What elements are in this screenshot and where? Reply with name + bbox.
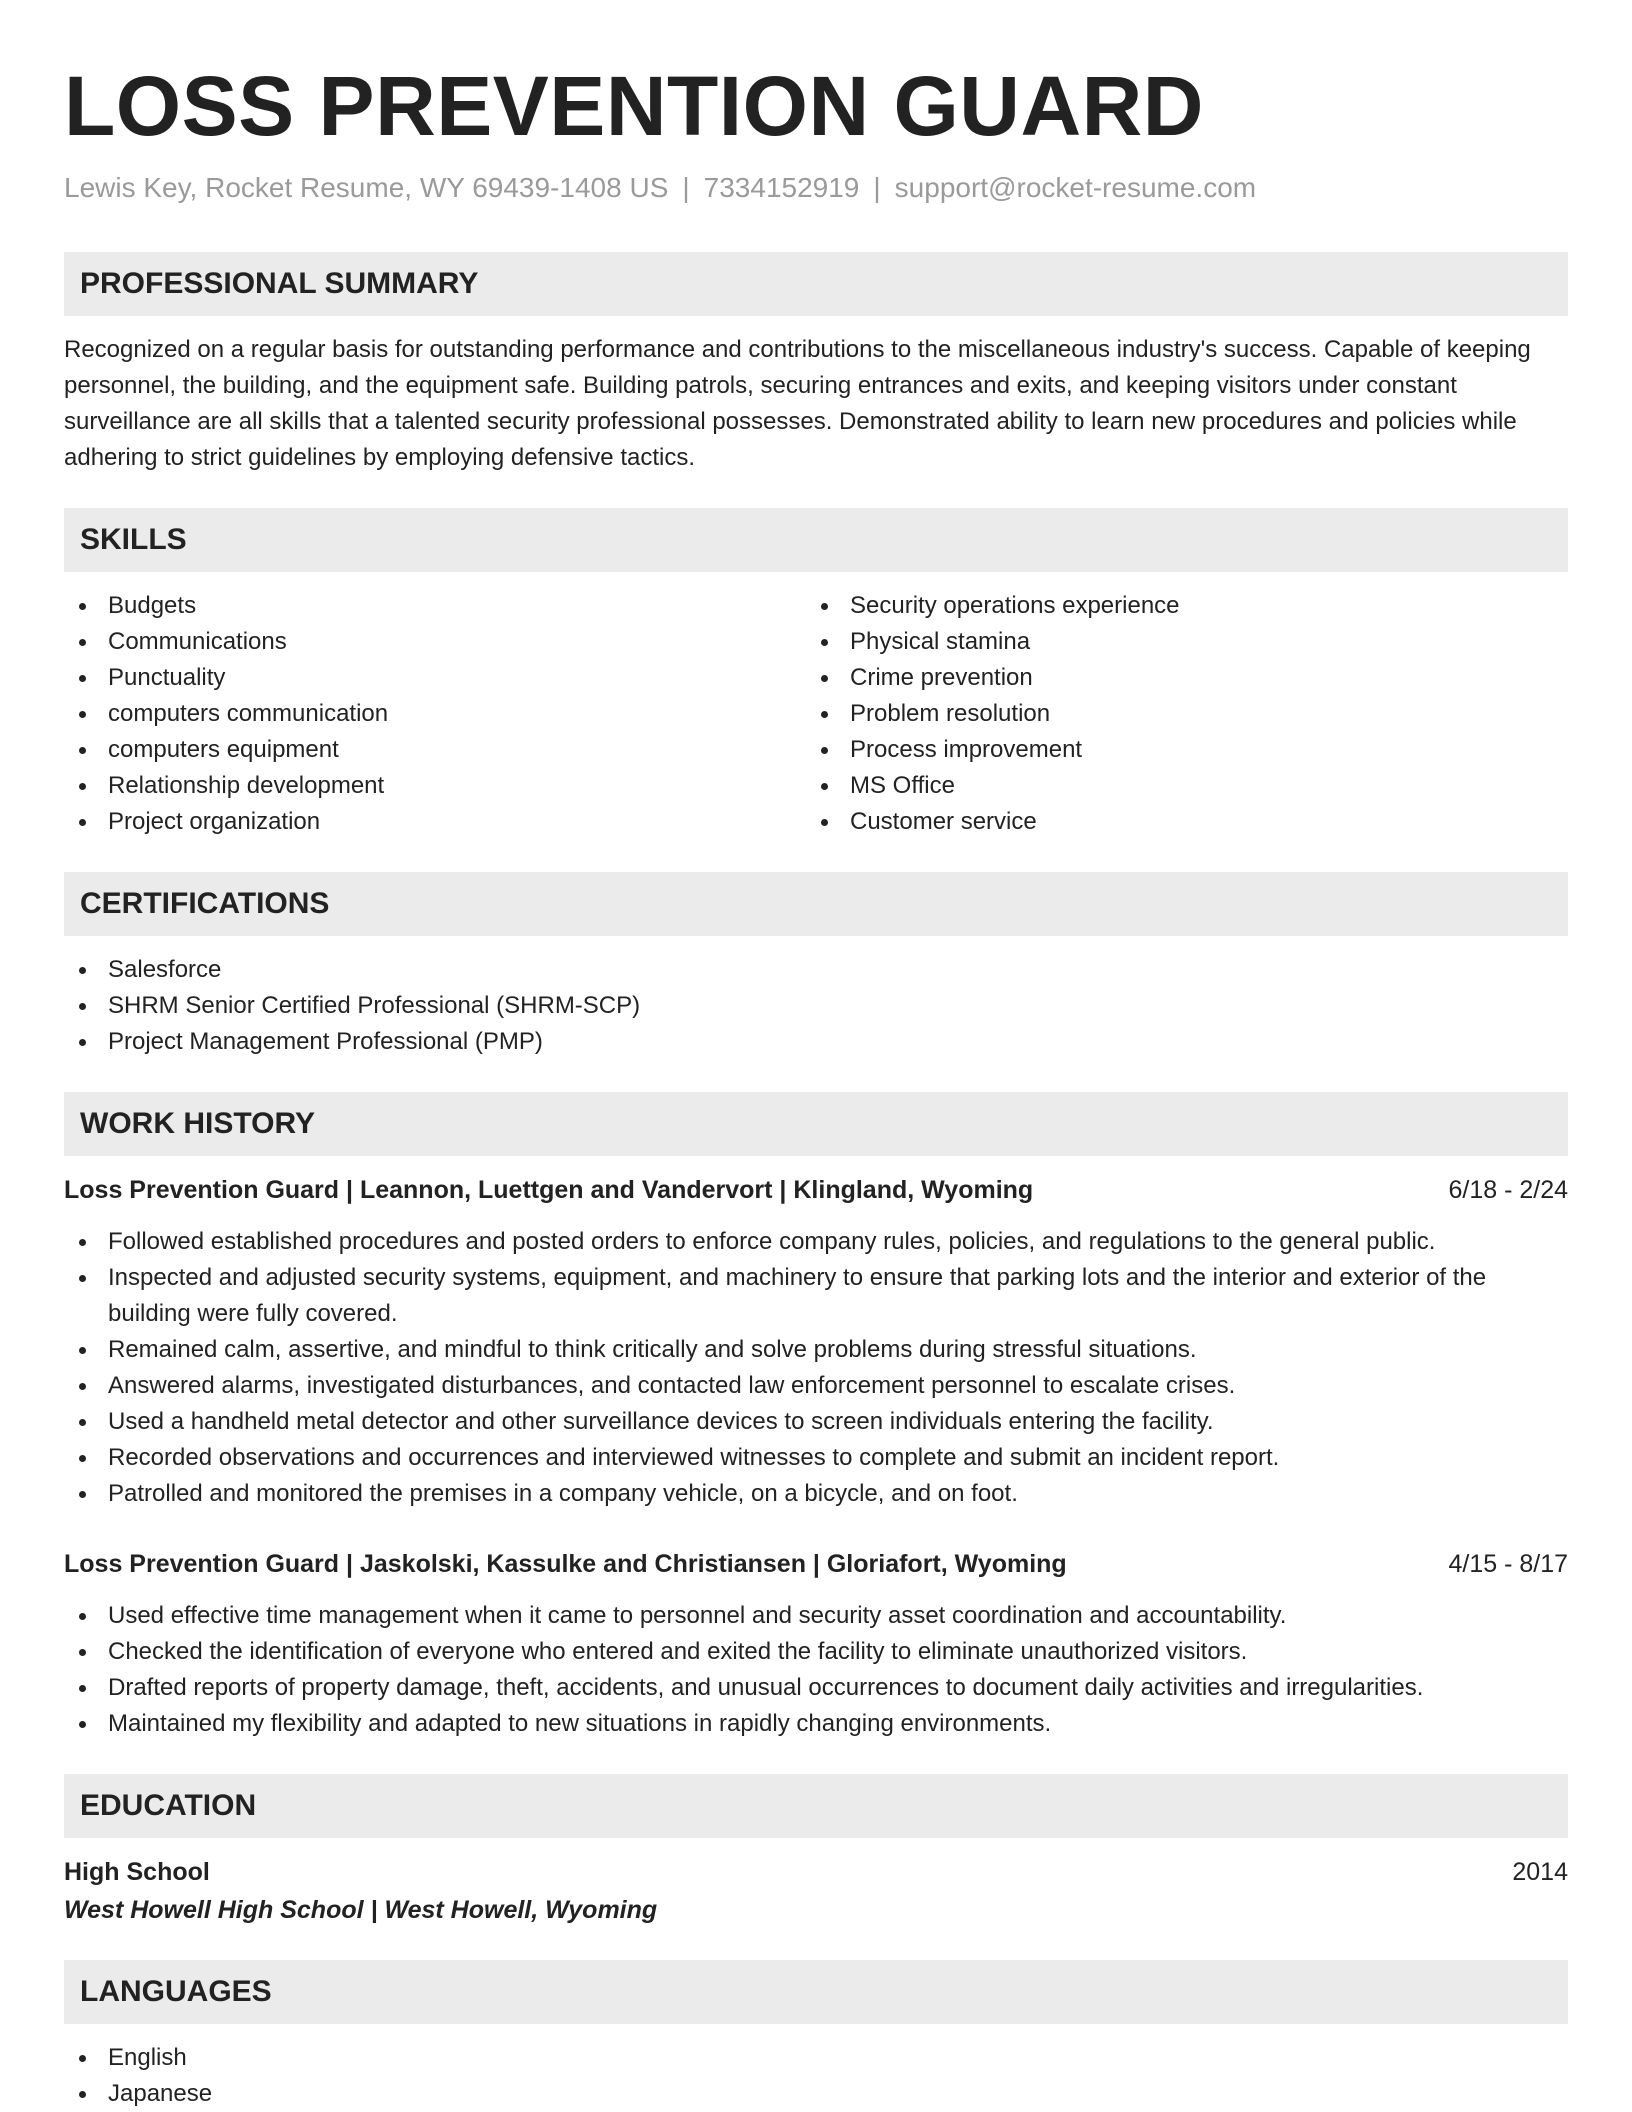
education-school: West Howell High School | West Howell, Wyoming [64,1896,658,1924]
skill-item: Crime prevention [806,660,1548,696]
job-bullet: Answered alarms, investigated disturbances, and contacted law enforcement personnel to escalate crises. [64,1368,1568,1404]
job-dates: 6/18 - 2/24 [1448,1176,1568,1204]
skills-list-left [64,588,806,840]
skill-item: MS Office [806,768,1548,804]
skill-item: Communications [64,624,806,660]
resume-title: LOSS PREVENTION GUARD [64,59,1204,153]
contact-address: Lewis Key, Rocket Resume, WY 69439-1408 US [64,172,669,203]
job-bullet: Maintained my flexibility and adapted to new situations in rapidly changing environments. [64,1706,1568,1742]
job-title: Loss Prevention Guard | Leannon, Luettgen and Vandervort | Klingland, Wyoming [64,1176,1034,1204]
job-header [64,1172,1568,1208]
job-entry [64,1172,1568,1512]
language-item: English [64,2040,1568,2076]
contact-separator: | [873,172,881,203]
skill-item: Punctuality [64,660,806,696]
certification-item: SHRM Senior Certified Professional (SHRM-SCP) [64,988,1568,1024]
job-entry [64,1546,1568,1742]
job-bullets [64,1224,1568,1512]
contact-separator: | [682,172,690,203]
job-header [64,1546,1568,1582]
language-item: Japanese [64,2076,1568,2112]
skill-item: Process improvement [806,732,1548,768]
skills-list-right [806,588,1548,840]
education-degree: High School [64,1858,210,1886]
section-header-work-history: WORK HISTORY [64,1092,1568,1156]
skill-item: computers equipment [64,732,806,768]
section-header-languages: LANGUAGES [64,1960,1568,2024]
job-bullet: Used effective time management when it came to personnel and security asset coordination and accountability. [64,1598,1568,1634]
skill-item: computers communication [64,696,806,732]
section-header-certifications: CERTIFICATIONS [64,872,1568,936]
resume-page [64,0,1568,2112]
job-bullet: Recorded observations and occurrences and interviewed witnesses to complete and submit an incident report. [64,1440,1568,1476]
job-bullet: Followed established procedures and posted orders to enforce company rules, policies, and regulations to the general public. [64,1224,1568,1260]
contact-line [64,170,1568,206]
skill-item: Relationship development [64,768,806,804]
job-bullet: Used a handheld metal detector and other surveillance devices to screen individuals entering the facility. [64,1404,1568,1440]
job-bullet: Patrolled and monitored the premises in a company vehicle, on a bicycle, and on foot. [64,1476,1568,1512]
skill-item: Budgets [64,588,806,624]
certification-item: Project Management Professional (PMP) [64,1024,1568,1060]
summary-text: Recognized on a regular basis for outstanding performance and contributions to the miscellaneous industry's success. Capable of keeping personnel, the building, and the equipment safe. Building patrols, securing entrances and exits, and keeping visitors under constant surveillance are all skills that a talented security professional possesses. Demonstrated ability to learn new procedures and policies while adhering to strict guidelines by employing defensive tactics. [64,336,1531,471]
skill-item: Problem resolution [806,696,1548,732]
job-bullet: Inspected and adjusted security systems, equipment, and machinery to ensure that parking lots and the interior and exterior of the building were fully covered. [64,1260,1568,1332]
section-header-summary: PROFESSIONAL SUMMARY [64,252,1568,316]
skills-grid [64,588,1568,840]
skill-item: Physical stamina [806,624,1548,660]
languages-list [64,2040,1568,2112]
job-bullets [64,1598,1568,1742]
skill-item: Project organization [64,804,806,840]
contact-email[interactable]: support@rocket-resume.com [894,172,1257,203]
job-bullet: Drafted reports of property damage, theft, accidents, and unusual occurrences to document daily activities and irregularities. [64,1670,1568,1706]
certification-item: Salesforce [64,952,1568,988]
education-year: 2014 [1512,1858,1568,1886]
job-dates: 4/15 - 8/17 [1448,1550,1568,1578]
job-title: Loss Prevention Guard | Jaskolski, Kassulke and Christiansen | Gloriafort, Wyoming [64,1550,1067,1578]
skill-item: Security operations experience [806,588,1548,624]
job-bullet: Remained calm, assertive, and mindful to think critically and solve problems during stressful situations. [64,1332,1568,1368]
section-header-skills: SKILLS [64,508,1568,572]
skill-item: Customer service [806,804,1548,840]
education-row [64,1854,1568,1890]
section-header-education: EDUCATION [64,1774,1568,1838]
contact-phone: 7334152919 [703,172,860,203]
certifications-list [64,952,1568,1060]
job-bullet: Checked the identification of everyone who entered and exited the facility to eliminate unauthorized visitors. [64,1634,1568,1670]
